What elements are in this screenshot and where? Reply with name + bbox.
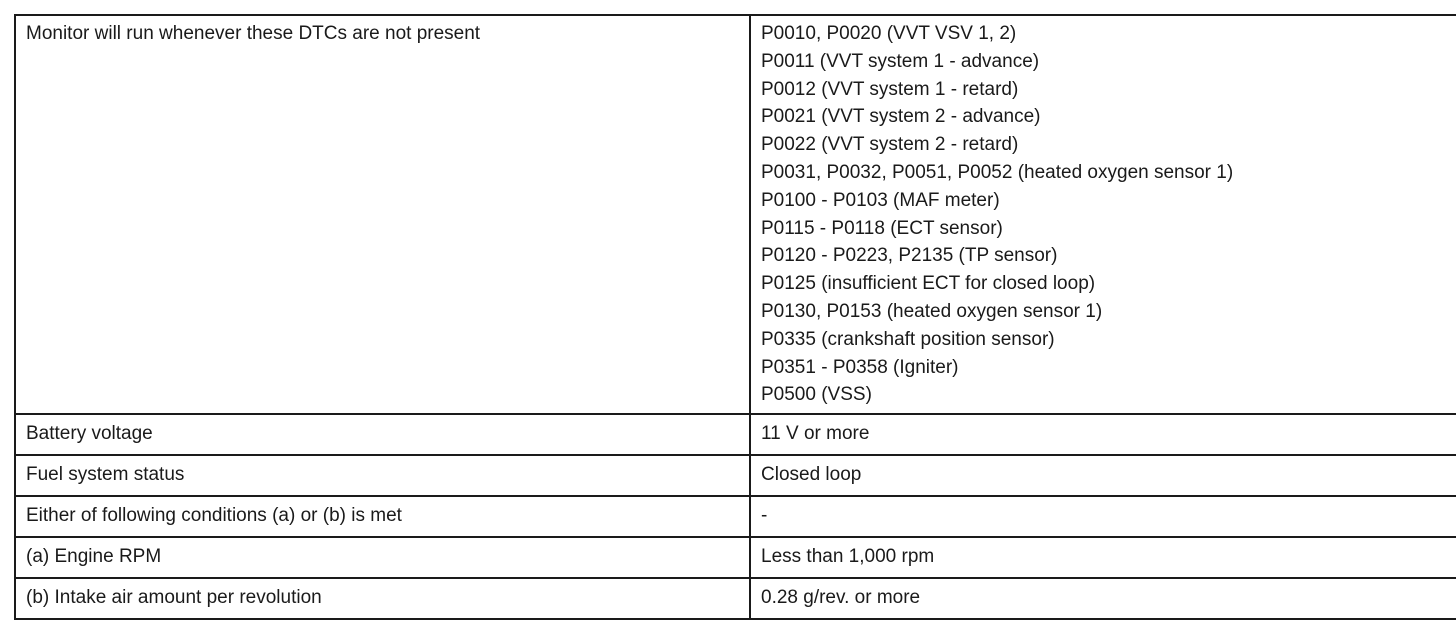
dtc-line: P0100 - P0103 (MAF meter) — [761, 189, 1000, 211]
dtc-line: P0115 - P0118 (ECT sensor) — [761, 217, 1003, 239]
dtc-line: P0130, P0153 (heated oxygen sensor 1) — [761, 300, 1103, 322]
dtc-line: P0010, P0020 (VVT VSV 1, 2) — [761, 23, 1017, 44]
condition-cell: (b) Intake air amount per revolution — [15, 578, 750, 619]
dtc-line: P0125 (insufficient ECT for closed loop) — [761, 273, 1096, 295]
condition-cell: (a) Engine RPM — [15, 537, 750, 578]
value-cell: 11 V or more — [750, 414, 1456, 455]
table-row — [15, 414, 1456, 455]
dtc-line: P0500 (VSS) — [761, 384, 872, 406]
value-cell: Less than 1,000 rpm — [750, 537, 1456, 578]
table-row — [15, 537, 1456, 578]
dtc-line: P0031, P0032, P0051, P0052 (heated oxygen sensor 1) — [761, 161, 1234, 183]
condition-cell: Monitor will run whenever these DTCs are not present — [15, 15, 750, 414]
dtc-line: P0022 (VVT system 2 - retard) — [761, 134, 1019, 156]
table-row — [15, 578, 1456, 619]
monitor-conditions-table — [14, 14, 1456, 620]
condition-cell: Either of following conditions (a) or (b) is met — [15, 496, 750, 537]
dtc-line: P0335 (crankshaft position sensor) — [761, 328, 1055, 350]
dtc-line: P0021 (VVT system 2 - advance) — [761, 106, 1041, 128]
value-cell: 0.28 g/rev. or more — [750, 578, 1456, 619]
table-row — [15, 455, 1456, 496]
dtc-line: P0012 (VVT system 1 - retard) — [761, 78, 1019, 100]
condition-cell: Battery voltage — [15, 414, 750, 455]
dtc-line: P0011 (VVT system 1 - advance) — [761, 50, 1040, 72]
dtc-list-cell — [750, 15, 1456, 414]
value-cell: - — [750, 496, 1456, 537]
dtc-line: P0120 - P0223, P2135 (TP sensor) — [761, 245, 1058, 267]
value-cell: Closed loop — [750, 455, 1456, 496]
table-row — [15, 496, 1456, 537]
table-row — [15, 15, 1456, 414]
condition-cell: Fuel system status — [15, 455, 750, 496]
dtc-line: P0351 - P0358 (Igniter) — [761, 356, 959, 378]
